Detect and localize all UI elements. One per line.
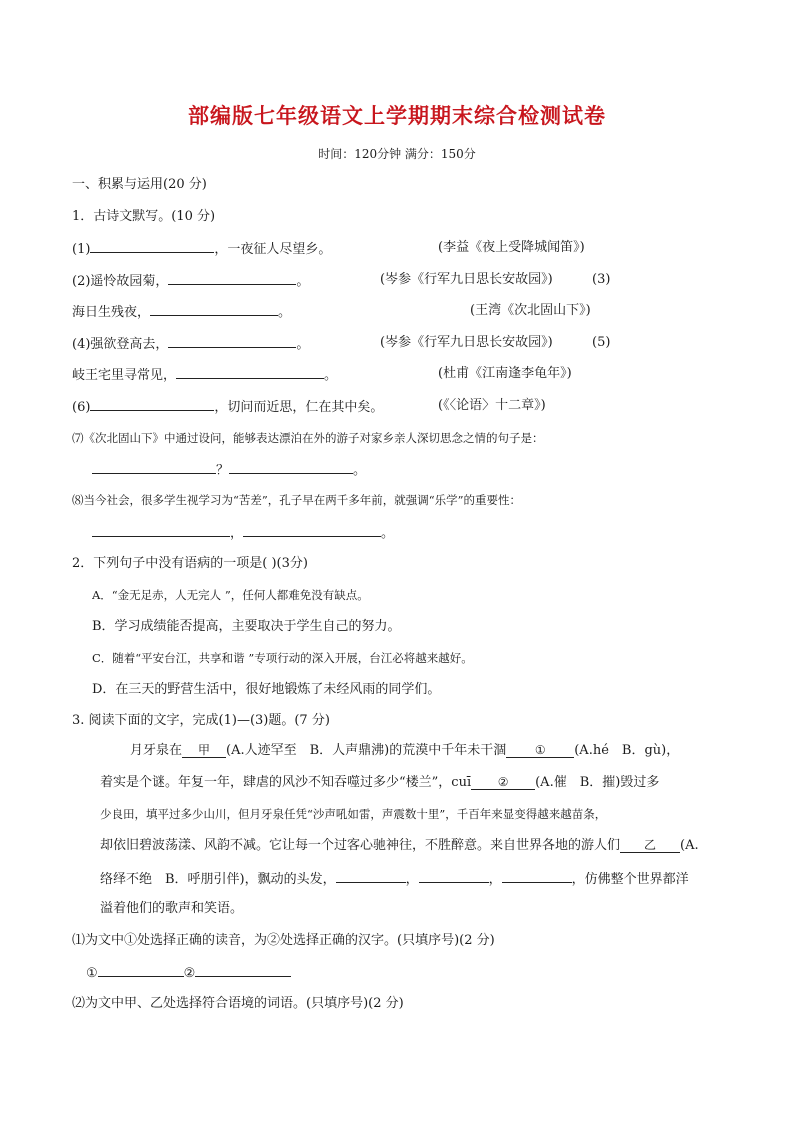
item-text: 海日生残夜，: [72, 305, 151, 320]
item-text: 。: [296, 337, 310, 352]
subquestion-2: ⑵为文中甲、乙处选择符合语境的词语。(只填序号)(2 分): [72, 996, 404, 1011]
punctuation: ，: [405, 872, 419, 887]
exam-info: 时间：120分钟 满分：150分: [318, 147, 476, 161]
subquestion-1-answer: [86, 962, 756, 984]
passage-line-5: [100, 868, 740, 890]
blank-2[interactable]: ②: [471, 775, 535, 790]
answer-label: ②: [183, 966, 196, 981]
item-source: (李益《夜上受降城闻笛》): [438, 240, 585, 255]
item-text: 岐王宅里寻常见，: [72, 368, 177, 383]
q1-item-7-answer: [92, 459, 762, 481]
passage-text: 着实是个谜。年复一年，肆虐的风沙不知吞噬过多少“楼兰”，cuī: [100, 775, 472, 790]
answer-blank[interactable]: [150, 301, 278, 316]
item-text: ，一夜征人尽望乡。: [214, 242, 332, 257]
q1-item-8: ⑻当今社会，很多学生视学习为“苦差”，孔子早在两千多年前，就强调“乐学”的重要性：: [72, 493, 522, 507]
passage-text: 却依旧碧波荡漾、风韵不减。它让每一个过客心驰神往，不胜醉意。来自世界各地的游人们: [100, 838, 621, 853]
item-source: (《〈论语〉十二章》): [438, 398, 546, 413]
blank-1[interactable]: ①: [506, 743, 574, 758]
q1-item-7: ⑺《次北固山下》中通过设问，能够表达漂泊在外的游子对家乡亲人深切思念之情的句子是：: [72, 431, 544, 445]
passage-line-1: [130, 741, 730, 761]
answer-blank[interactable]: [176, 364, 324, 379]
q1-item-5: [72, 364, 742, 386]
answer-blank[interactable]: [502, 868, 572, 883]
passage-line-4: [100, 836, 740, 856]
option-b: B．学习成绩能否提高，主要取决于学生自己的努力。: [92, 619, 401, 634]
page-title: 部编版七年级语文上学期期末综合检测试卷: [188, 103, 606, 128]
answer-blank[interactable]: [90, 238, 214, 253]
option-c: C．随着“平安台江，共享和谐 ”专项行动的深入开展，台江必将越来越好。: [92, 651, 473, 665]
section-heading: 一、积累与运用(20 分): [72, 177, 207, 192]
item-text: 。: [278, 305, 292, 320]
passage-text: (A.人迹罕至 B．人声鼎沸)的荒漠中千年未干涸: [226, 743, 507, 758]
item-source: (岑参《行军九日思长安故园》): [380, 272, 553, 287]
passage-text: (A.: [680, 838, 699, 853]
item-text: (2)遥怜故园菊，: [72, 274, 169, 289]
question-1-heading: 1．古诗文默写。(10 分): [72, 209, 216, 224]
passage-text: 络绎不绝 B．呼朋引伴)，飘动的头发，: [100, 872, 336, 887]
item-number: (5): [592, 335, 611, 350]
passage-line-6: 溢着他们的歌声和笑语。: [100, 901, 244, 916]
blank-jia[interactable]: 甲: [182, 743, 226, 758]
item-number: (1): [72, 242, 91, 257]
answer-blank[interactable]: [98, 962, 184, 977]
item-source: (岑参《行军九日思长安故园》): [380, 335, 553, 350]
answer-blank[interactable]: [92, 459, 216, 474]
q1-item-8-answer: [92, 522, 762, 544]
passage-text: (A.催 B．摧)毁过多: [535, 775, 660, 790]
question-2-heading: 2．下列句子中没有语病的一项是( )(3分): [72, 556, 308, 571]
passage-text: 月牙泉在: [130, 743, 183, 758]
option-a: A．“金无足赤，人无完人 ”，任何人都难免没有缺点。: [92, 588, 369, 602]
q1-item-3: [72, 301, 742, 323]
q1-item-6: [72, 396, 742, 418]
item-text: 。: [296, 274, 310, 289]
item-text: (4)强欲登高去，: [72, 337, 169, 352]
answer-blank[interactable]: [243, 522, 381, 537]
item-text: 。: [324, 368, 338, 383]
item-source: (王湾《次北固山下》): [470, 303, 591, 318]
option-d: D．在三天的野营生活中，很好地锻炼了未经风雨的同学们。: [92, 682, 441, 697]
punctuation: ，: [488, 872, 502, 887]
answer-blank[interactable]: [336, 868, 406, 883]
answer-blank[interactable]: [195, 962, 291, 977]
punctuation: ？: [216, 463, 230, 478]
item-number: (3): [592, 272, 611, 287]
blank-yi[interactable]: 乙: [620, 838, 680, 853]
answer-blank[interactable]: [92, 522, 230, 537]
q1-item-1: [72, 238, 742, 260]
item-text: ，切问而近思，仁在其中矣。: [214, 400, 384, 415]
punctuation: ，: [230, 526, 244, 541]
punctuation: 。: [353, 463, 367, 478]
answer-blank[interactable]: [419, 868, 489, 883]
passage-text: (A.hé B．gù)，: [574, 743, 680, 758]
answer-blank[interactable]: [168, 270, 296, 285]
answer-label: ①: [86, 966, 98, 981]
passage-line-2: [100, 773, 740, 793]
punctuation: 。: [381, 526, 395, 541]
answer-blank[interactable]: [90, 396, 214, 411]
item-source: (杜甫《江南逢李龟年》): [438, 366, 572, 381]
subquestion-1: ⑴为文中①处选择正确的读音，为②处选择正确的汉字。(只填序号)(2 分): [72, 933, 495, 948]
answer-blank[interactable]: [229, 459, 353, 474]
answer-blank[interactable]: [168, 333, 296, 348]
item-number: (6): [72, 400, 91, 415]
question-3-heading: 3. 阅读下面的文字，完成(1)—(3)题。(7 分): [72, 713, 330, 728]
passage-line-3: 少良田，填平过多少山川，但月牙泉任凭“沙声吼如雷，声震数十里”，千百年来显变得越来越苗条，: [100, 807, 607, 821]
passage-text: ，仿佛整个世界都洋: [571, 872, 689, 887]
